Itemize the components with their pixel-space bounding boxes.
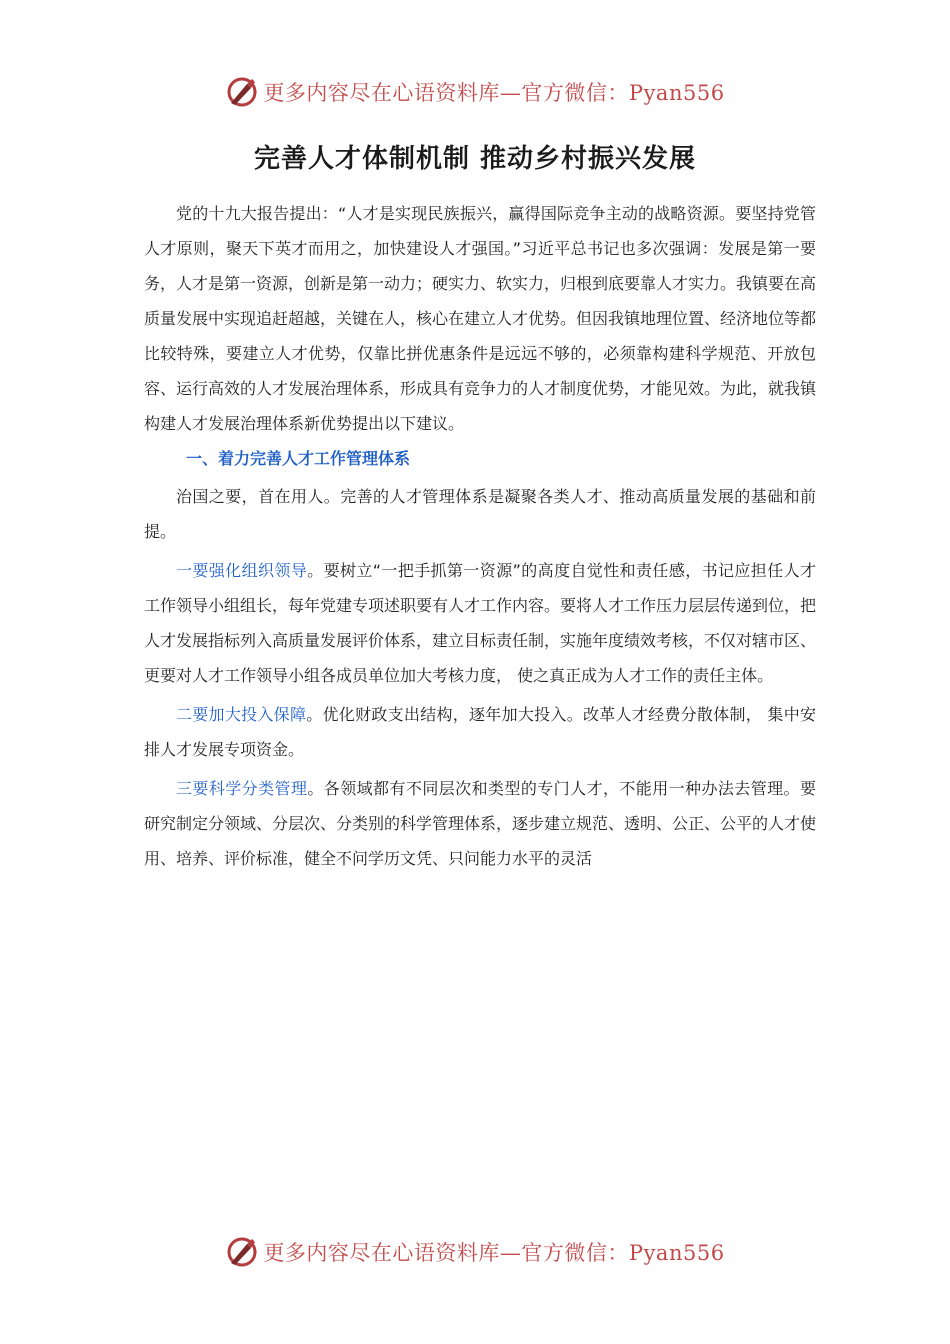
point-3-text: 。各领域都有不同层次和类型的专门人才，不能用一种办法去管理。要研究制定分领域、分层次、分类别的科学管理体系，逐步建立规范、透明、公正、公平的人才使用、培养、评价标准，健全不问学历文凭、只问能力水平的灵活 (144, 779, 817, 868)
pen-logo-icon (225, 75, 259, 109)
section-heading-1: 一、着力完善人才工作管理体系 (186, 449, 411, 468)
point-1-paragraph (144, 553, 816, 693)
point-2-text: 。优化财政支出结构，逐年加大投入。改革人才经费分散体制， 集中安排人才发展专项资金。 (144, 705, 816, 759)
intro-paragraph: 党的十九大报告提出：“人才是实现民族振兴，赢得国际竞争主动的战略资源。要坚持党管人才原则，聚天下英才而用之，加快建设人才强国。”习近平总书记也多次强调：发展是第一要务，人才是第一资源，创新是第一动力；硬实力、软实力，归根到底要靠人才实力。我镇要在高质量发展中实现追赶超越，关键在人，核心在建立人才优势。但因我镇地理位置、经济地位等都比较特殊，要建立人才优势，仅靠比拼优惠条件是远远不够的，必须靠构建科学规范、开放包容、运行高效的人才发展治理体系，形成具有竞争力的人才制度优势，才能见效。为此，就我镇构建人才发展治理体系新优势提出以下建议。 (144, 204, 817, 433)
point-3-paragraph (144, 771, 816, 876)
footer-banner-text: 更多内容尽在心语资料库—官方微信：Pyan556 (263, 1241, 725, 1265)
point-2-paragraph (144, 697, 816, 767)
point-2-label: 二要加大投入保障 (176, 705, 307, 724)
pen-logo-icon (225, 1235, 259, 1269)
document-body (144, 196, 816, 876)
header-banner (0, 72, 950, 112)
point-1-text: 。要树立“一把手抓第一资源”的高度自觉性和责任感，书记应担任人才工作领导小组组长，每年党建专项述职要有人才工作内容。要将人才工作压力层层传递到位，把人才发展指标列入高质量发展评价体系，建立目标责任制，实施年度绩效考核，不仅对辖市区、更要对人才工作领导小组各成员单位加大考核力度， 使之真正成为人才工作的责任主体。 (144, 561, 817, 685)
section1-intro-paragraph: 治国之要，首在用人。完善的人才管理体系是凝聚各类人才、推动高质量发展的基础和前提。 (144, 487, 816, 541)
document-title: 完善人才体制机制 推动乡村振兴发展 (253, 144, 697, 174)
point-1-label: 一要强化组织领导 (176, 561, 308, 580)
footer-banner (0, 1232, 950, 1272)
point-3-label: 三要科学分类管理 (176, 779, 308, 798)
banner-text: 更多内容尽在心语资料库—官方微信：Pyan556 (263, 81, 725, 105)
